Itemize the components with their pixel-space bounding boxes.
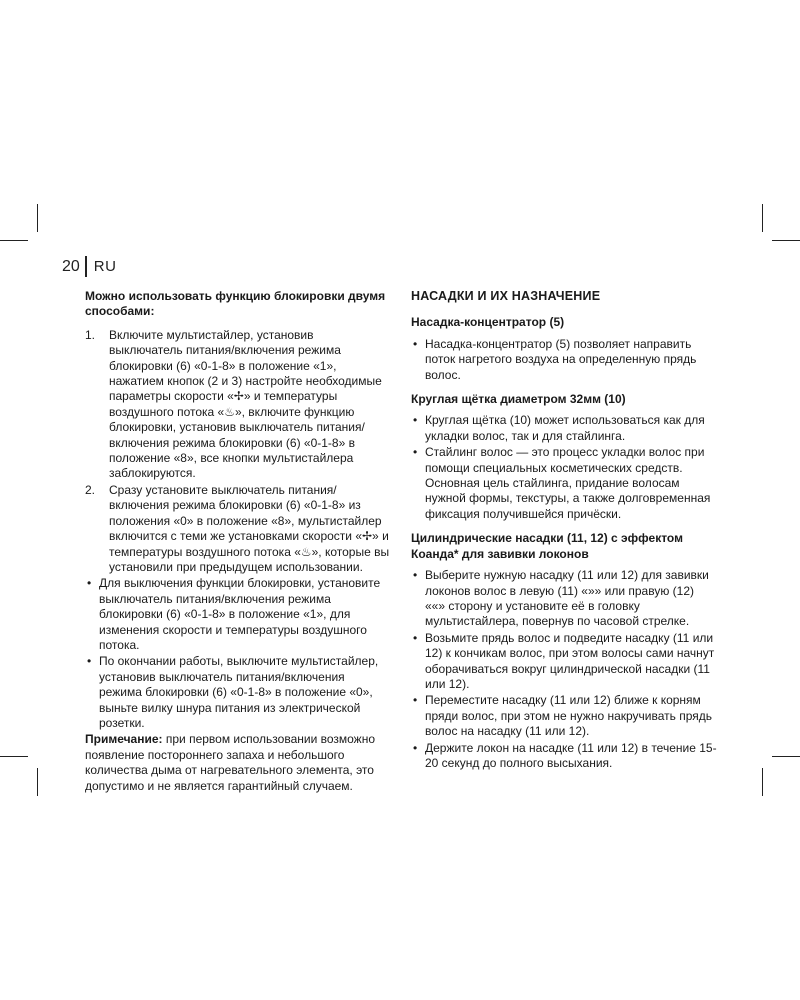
bullet-dot: • xyxy=(413,740,418,755)
bullet-dot: • xyxy=(413,568,418,583)
lock-steps-list xyxy=(85,328,390,576)
item-text: Включите мультистайлер, установив выключатель питания/включения режима блокировки (6) «0-1-8» в положение «1», нажатием кнопок (2 и 3) настройте необходимые параметры скорости «✢» и температуры воздушного потока «♨», включите функцию блокировки, установив выключатель питания/включения режима блокировки (6) «0-1-8» в положение «8», все кнопки мультистайлера заблокируются. xyxy=(109,327,382,481)
bullet-text: Выберите нужную насадку (11 или 12) для завивки локонов волос в левую (11) «»» или правую (12) ««» сторону и установите её в головку мультистайлера, повернув по часовой стрелке. xyxy=(425,568,709,629)
crop-mark xyxy=(762,204,763,232)
page-header xyxy=(62,256,116,277)
item-text: Сразу установите выключатель питания/включения режима блокировки (6) «0-1-8» из положения «0» в положение «8», мультистайлер включится с теми же установками скорости «✢» и температуры воздушного потока «♨», которые вы установили при предыдущем использовании. xyxy=(109,482,390,574)
bullet-dot: • xyxy=(413,336,418,351)
bullet-item xyxy=(411,631,717,693)
bullet-text: Насадка-концентратор (5) позволяет направить поток нагретого воздуха на определенную прядь волос. xyxy=(425,336,697,382)
bullet-dot: • xyxy=(413,630,418,645)
note-text: при первом использовании возможно появление постороннего запаха и небольшого количества дыма от нагревательного элемента, это допустимо и не является гарантийный случаем. xyxy=(85,732,376,793)
bullet-dot: • xyxy=(413,413,418,428)
item-number: 2. xyxy=(85,482,96,497)
crop-mark xyxy=(0,756,28,757)
bullet-item xyxy=(411,413,717,444)
bullet-text: Для выключения функции блокировки, установите выключатель питания/включения режима блокировки (6) «0-1-8» в положение «1», для изменения скорости и температуры воздушного потока. xyxy=(99,576,381,652)
note-paragraph xyxy=(85,732,390,794)
section-bullets xyxy=(411,337,717,383)
language-label: RU xyxy=(93,258,117,275)
bullet-text: По окончании работы, выключите мультистайлер, установив выключатель питания/включения режима блокировки (6) «0-1-8» в положение «0», выньте вилку шнура питания из электрической розетки. xyxy=(99,654,379,730)
section-title: Насадка-концентратор (5) xyxy=(411,315,565,330)
lock-bullets-list xyxy=(85,576,390,731)
header-divider xyxy=(85,256,87,277)
bullet-dot: • xyxy=(87,576,92,591)
section-title: Цилиндрические насадки (11, 12) с эффектом Коанда* для завивки локонов xyxy=(411,531,683,561)
bullet-text: Круглая щётка (10) может использоваться как для укладки волос, так и для стайлинга. xyxy=(425,413,705,443)
section-bullets xyxy=(411,413,717,522)
bullet-text: Возьмите прядь волос и подведите насадку (11 или 12) к кончикам волос, при этом волосы сами начнут оборачиваться вокруг цилиндрической насадки (11 или 12). xyxy=(425,630,715,691)
bullet-item xyxy=(411,693,717,739)
item-number: 1. xyxy=(85,327,96,342)
bullet-item xyxy=(411,337,717,383)
crop-mark xyxy=(37,768,38,796)
crop-mark xyxy=(37,204,38,232)
crop-mark xyxy=(772,756,800,757)
bullet-dot: • xyxy=(413,693,418,708)
left-column xyxy=(85,289,390,794)
bullet-text: Стайлинг волос — это процесс укладки волос при помощи специальных косметических средств. Основная цель стайлинга, придание волосам нужной формы, текстуры, а также долговременная фиксация получившейся причёски. xyxy=(425,445,711,521)
bullet-item xyxy=(411,741,717,772)
note-label: Примечание: xyxy=(85,732,163,747)
section-title: Круглая щётка диаметром 32мм (10) xyxy=(411,392,626,407)
bullet-text: Держите локон на насадке (11 или 12) в течение 15- 20 секунд до полного высыхания. xyxy=(425,740,717,770)
bullet-item xyxy=(85,576,390,653)
attachments-heading: НАСАДКИ И ИХ НАЗНАЧЕНИЕ xyxy=(411,289,601,303)
bullet-item xyxy=(411,445,717,522)
lock-function-heading: Можно использовать функцию блокировки двумя способами: xyxy=(85,289,386,319)
bullet-item xyxy=(85,654,390,731)
bullet-item xyxy=(411,568,717,630)
bullet-dot: • xyxy=(413,445,418,460)
section-bullets xyxy=(411,568,717,771)
numbered-item xyxy=(85,328,390,482)
crop-mark xyxy=(0,240,28,241)
crop-mark xyxy=(772,240,800,241)
numbered-item xyxy=(85,483,390,575)
bullet-dot: • xyxy=(87,654,92,669)
bullet-text: Переместите насадку (11 или 12) ближе к корням пряди волос, при этом не нужно накручивать прядь волос на насадку (11 или 12). xyxy=(425,693,713,739)
crop-mark xyxy=(762,768,763,796)
page-number: 20 xyxy=(62,257,80,275)
right-column xyxy=(411,289,717,772)
